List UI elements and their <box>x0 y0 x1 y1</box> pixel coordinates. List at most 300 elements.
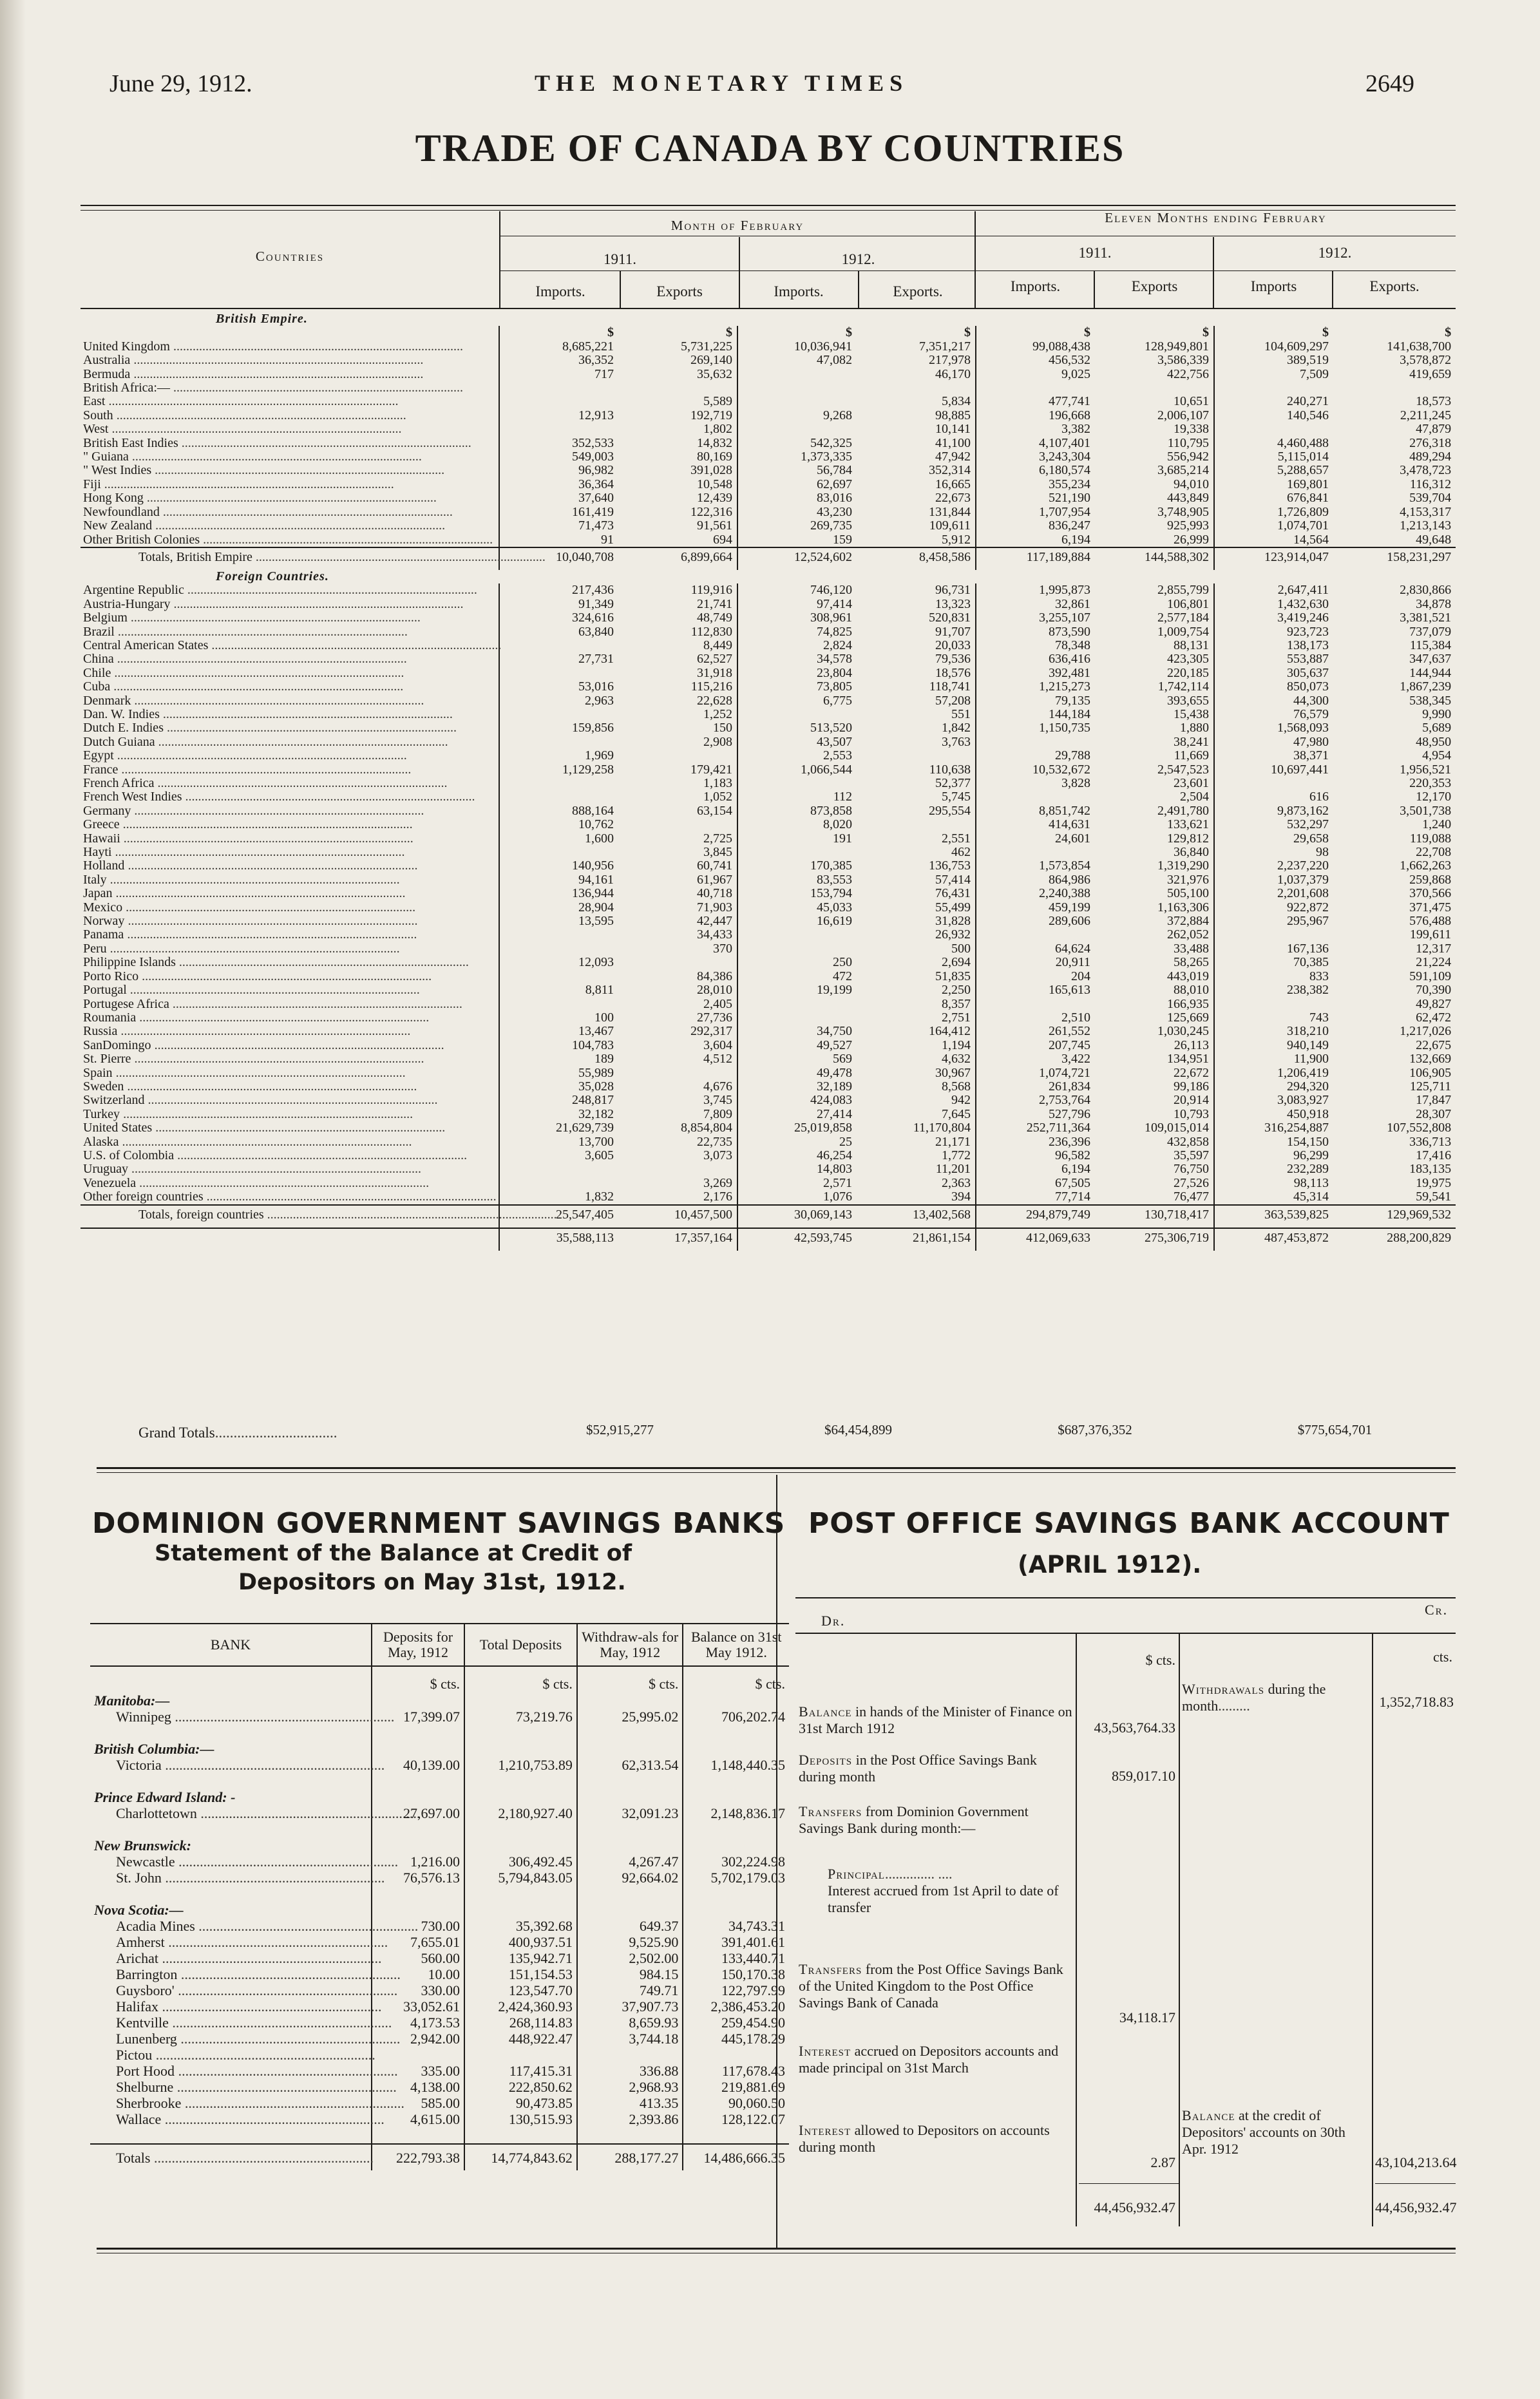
trade-value: 34,750 <box>737 1025 857 1038</box>
gap <box>464 1773 577 1789</box>
trade-value <box>737 942 857 956</box>
trade-value: 16,665 <box>935 477 971 491</box>
trade-value: 538,345 <box>1409 693 1452 708</box>
trade-value <box>1214 777 1333 790</box>
trade-value: 250 <box>737 956 857 969</box>
bank-value: 34,743.31 <box>683 1918 789 1934</box>
trade-value: 370 <box>713 941 732 956</box>
trade-value: 10,697,441 <box>1214 763 1333 777</box>
trade-value: 43,507 <box>737 735 857 749</box>
country-name: Bermuda .......................................................................................... <box>83 366 424 381</box>
bank-name: Newcastle .............................................................. <box>116 1854 399 1870</box>
bank-value: 4,267.47 <box>577 1854 683 1870</box>
bank-name: Guysboro' .............................................................. <box>116 1982 398 1998</box>
country-name: Sweden .......................................................................................... <box>83 1079 417 1094</box>
trade-value <box>857 818 976 831</box>
trade-value: 71,473 <box>499 519 618 533</box>
bank-row <box>90 2031 789 2047</box>
trade-value: 32,189 <box>737 1080 857 1094</box>
trade-value: 22,673 <box>935 491 971 506</box>
trade-value <box>976 381 1095 395</box>
trade-value: 7,809 <box>703 1106 732 1121</box>
trade-value: 76,431 <box>935 886 971 901</box>
year-rule <box>499 270 1456 271</box>
trade-value: 2,510 <box>976 1011 1095 1025</box>
province-label: Nova Scotia:— <box>94 1902 184 1918</box>
trade-value: 109,611 <box>929 518 971 533</box>
trade-value: 28,904 <box>499 901 618 915</box>
trade-value: 3,381,521 <box>1400 611 1452 625</box>
trade-row <box>81 680 1456 694</box>
bank-value <box>683 1693 789 1709</box>
trade-value: 141,638,700 <box>1387 339 1452 354</box>
trade-value: 47,082 <box>737 354 857 367</box>
trade-value: 60,741 <box>697 858 732 873</box>
trade-value: 46,254 <box>737 1149 857 1162</box>
bank-value: 90,473.85 <box>464 2095 577 2111</box>
grand-total-1911e: $687,376,352 <box>1058 1422 1132 1437</box>
bank-value: 133,440.71 <box>683 1950 789 1966</box>
bank-value <box>683 1837 789 1854</box>
country-name: East .......................................................................................... <box>83 394 399 409</box>
country-name: Panama .......................................................................................... <box>83 927 417 942</box>
trade-value: 942 <box>951 1093 971 1108</box>
trade-value: 2,491,780 <box>1157 803 1209 818</box>
trade-value: 694 <box>713 532 732 547</box>
trade-value: 131,844 <box>929 504 971 519</box>
trade-value: 8,020 <box>737 818 857 831</box>
trade-row <box>81 1135 1456 1149</box>
col-balance: Balance on 31st May 1912. <box>683 1624 789 1666</box>
trade-row <box>81 846 1456 859</box>
bank-row <box>90 1821 789 1837</box>
trade-value: 5,731,225 <box>681 339 732 354</box>
trade-value: 1,832 <box>499 1190 618 1204</box>
po-sep <box>1372 1634 1373 2226</box>
country-name: Alaska .......................................................................................... <box>83 1134 412 1149</box>
gap <box>464 2127 577 2144</box>
trade-value: 17,357,164 <box>618 1228 737 1251</box>
gap <box>464 1821 577 1837</box>
trade-value: 107,552,808 <box>1387 1121 1452 1135</box>
trade-value: 58,265 <box>1174 955 1209 970</box>
trade-value: 48,749 <box>697 611 732 625</box>
trade-value: 269,735 <box>737 519 857 533</box>
trade-value: 100 <box>499 1011 618 1025</box>
bank-value <box>372 1789 464 1805</box>
bank-value: 1,148,440.35 <box>683 1757 789 1773</box>
trade-value: 1,206,419 <box>1214 1067 1333 1080</box>
page-number: 2649 <box>1365 70 1414 97</box>
trade-value: 123,914,047 <box>1214 547 1333 570</box>
trade-value: 33,488 <box>1174 941 1209 956</box>
trade-value: 17,416 <box>1416 1148 1452 1162</box>
trade-value: 12,170 <box>1416 790 1452 804</box>
bank-value <box>683 1741 789 1757</box>
trade-value: 11,201 <box>935 1162 971 1177</box>
trade-row <box>81 928 1456 942</box>
trade-value: 30,967 <box>935 1065 971 1080</box>
trade-value: 2,237,220 <box>1214 859 1333 873</box>
country-name: Greece .......................................................................................... <box>83 817 413 832</box>
country-name: Italy .......................................................................................... <box>83 872 400 887</box>
trade-value: 67,505 <box>976 1177 1095 1190</box>
trade-value: 422,756 <box>1167 366 1209 381</box>
trade-row <box>81 818 1456 831</box>
bank-value: 2,502.00 <box>577 1950 683 1966</box>
trade-value: 1,319,290 <box>1157 858 1209 873</box>
post-office-subtitle: (APRIL 1912). <box>1018 1551 1202 1579</box>
trade-value: 22,672 <box>1174 1065 1209 1080</box>
trade-value: 51,835 <box>935 969 971 983</box>
trade-value: 1,150,735 <box>976 721 1095 735</box>
trade-value: 10,793 <box>1174 1106 1209 1121</box>
trade-value: 91,561 <box>697 518 732 533</box>
trade-value: 520,831 <box>929 611 971 625</box>
trade-value: 207,745 <box>976 1039 1095 1052</box>
gap <box>577 2127 683 2144</box>
trade-value: 1,194 <box>942 1038 971 1052</box>
trade-value: 424,083 <box>737 1094 857 1107</box>
trade-value: 22,708 <box>1416 845 1452 860</box>
trade-value: 324,616 <box>499 611 618 625</box>
bank-row <box>90 1837 789 1854</box>
trade-row <box>81 519 1456 533</box>
trade-value: 12,439 <box>697 491 732 506</box>
country-name: Austria-Hungary .......................................................................................... <box>83 596 464 611</box>
trade-value <box>976 846 1095 859</box>
bank-row <box>90 2095 789 2111</box>
trade-value: 3,685,214 <box>1157 463 1209 478</box>
trade-value: 1,163,306 <box>1157 900 1209 915</box>
bank-value: 391,401.61 <box>683 1934 789 1950</box>
trade-value: 923,723 <box>1214 625 1333 639</box>
bank-value: 984.15 <box>577 1966 683 1982</box>
po-principal: Principal.............. .... <box>828 1866 953 1882</box>
country-name: Totals, foreign countries .......................................................................................... <box>81 1205 499 1228</box>
trade-value: 20,914 <box>1174 1093 1209 1108</box>
trade-row <box>81 694 1456 708</box>
trade-value: 12,913 <box>499 409 618 422</box>
trade-value: 192,719 <box>690 408 732 422</box>
trade-row <box>81 583 1456 597</box>
trade-row <box>81 708 1456 721</box>
country-name: Hawaii .......................................................................................... <box>83 831 414 846</box>
po-interest-depositors: Interest accrued on Depositors accounts and made principal on 31st March <box>799 2043 1059 2076</box>
trade-value: 275,306,719 <box>1095 1228 1214 1251</box>
trade-value <box>499 928 618 942</box>
trade-value: 394 <box>951 1190 971 1204</box>
trade-value: 432,858 <box>1167 1134 1209 1149</box>
trade-value: 36,840 <box>1174 845 1209 860</box>
trade-value <box>1214 928 1333 942</box>
trade-value: 153,794 <box>737 887 857 900</box>
trade-value: 19,975 <box>1416 1175 1452 1190</box>
trade-value: 3,745 <box>703 1093 732 1108</box>
trade-value: 4,153,317 <box>1400 504 1452 519</box>
trade-value: 112 <box>737 790 857 804</box>
col-withdrawals: Withdraw-als for May, 1912 <box>577 1624 683 1666</box>
bank-row <box>90 1709 789 1725</box>
trade-value: 169,801 <box>1214 478 1333 491</box>
po-interest-allowed-value: 2.87 <box>1150 2154 1175 2170</box>
trade-value: 10,036,941 <box>737 340 857 354</box>
trade-value: 34,433 <box>697 927 732 942</box>
bank-name: Victoria .............................................................. <box>116 1757 385 1773</box>
trade-value: 21,224 <box>1416 955 1452 970</box>
bank-value: 92,664.02 <box>577 1870 683 1886</box>
trade-value: 393,655 <box>1167 693 1209 708</box>
bank-value <box>372 1693 464 1709</box>
bank-value: 336.88 <box>577 2063 683 2079</box>
units-blank <box>90 1666 372 1693</box>
trade-value: 5,834 <box>942 394 971 409</box>
trade-value: 8,357 <box>942 996 971 1011</box>
bank-name: Halifax .............................................................. <box>116 1998 382 2015</box>
trade-value: 14,803 <box>737 1162 857 1176</box>
trade-value: 2,963 <box>499 694 618 708</box>
trade-value: 556,942 <box>1167 450 1209 464</box>
bank-value: 14,486,666.35 <box>683 2144 789 2170</box>
trade-value: 1,995,873 <box>976 583 1095 597</box>
bank-value: 90,060.50 <box>683 2095 789 2111</box>
trade-row <box>81 533 1456 547</box>
trade-value: 133,621 <box>1167 817 1209 832</box>
bank-row <box>90 2111 789 2127</box>
trade-row <box>81 1205 1456 1228</box>
bank-value: 14,774,843.62 <box>464 2144 577 2170</box>
gap <box>372 2127 464 2144</box>
trade-value: 2,504 <box>1180 790 1209 804</box>
bank-value: 4,615.00 <box>372 2111 464 2127</box>
country-name: Cuba .......................................................................................... <box>83 679 404 694</box>
trade-value: 10,762 <box>499 818 618 831</box>
trade-value: 3,763 <box>942 734 971 749</box>
unit-label: $ cts. <box>683 1666 789 1693</box>
trade-value: $ <box>964 325 971 340</box>
trade-row <box>81 437 1456 450</box>
trade-value: 240,271 <box>1214 395 1333 408</box>
bank-row <box>90 1918 789 1934</box>
bank-row <box>90 1886 789 1902</box>
trade-value: 199,611 <box>1409 927 1452 942</box>
trade-value <box>618 1162 737 1176</box>
trade-value: 98 <box>1214 846 1333 859</box>
country-name: Newfoundland .......................................................................................... <box>83 504 453 519</box>
province-label: British Columbia:— <box>94 1741 214 1757</box>
trade-value: 15,438 <box>1174 706 1209 721</box>
trade-value: 110,795 <box>1167 435 1209 450</box>
trade-value: 443,019 <box>1167 969 1209 983</box>
trade-row <box>81 667 1456 680</box>
trade-value: 276,318 <box>1409 435 1452 450</box>
trade-value: 308,961 <box>737 611 857 625</box>
trade-value: 1,432,630 <box>1214 598 1333 611</box>
country-name: Mexico .......................................................................................... <box>83 900 416 915</box>
trade-value: 22,628 <box>697 693 732 708</box>
trade-value: 363,539,825 <box>1214 1205 1333 1228</box>
country-name: St. Pierre .......................................................................................... <box>83 1052 424 1067</box>
trade-value <box>1333 381 1456 395</box>
trade-value: 1,215,273 <box>976 680 1095 694</box>
trade-value: 19,199 <box>737 983 857 997</box>
bank-value: 73,219.76 <box>464 1709 577 1725</box>
trade-value: 2,363 <box>942 1175 971 1190</box>
trade-value: 138,173 <box>1214 639 1333 652</box>
trade-value: 150 <box>713 721 732 735</box>
po-interest-accrued: Interest accrued from 1st April to date of transfer <box>828 1882 1059 1915</box>
country-name <box>81 326 499 339</box>
country-name: Fiji .......................................................................................... <box>83 477 394 491</box>
trade-value: 132,669 <box>1409 1052 1452 1067</box>
units-row <box>90 1666 789 1693</box>
trade-row <box>81 368 1456 381</box>
trade-value <box>737 777 857 790</box>
trade-value: 261,552 <box>976 1025 1095 1038</box>
trade-value <box>618 749 737 763</box>
po-left-total-rule <box>1079 2183 1179 2184</box>
trade-value: 318,210 <box>1214 1025 1333 1038</box>
trade-value: 166,935 <box>1167 996 1209 1011</box>
trade-value: $ <box>1445 325 1452 340</box>
trade-row <box>81 381 1456 395</box>
trade-value: 10,457,500 <box>618 1205 737 1228</box>
trade-value: 118,741 <box>929 679 971 694</box>
trade-row <box>81 1094 1456 1107</box>
trade-value: 179,421 <box>690 762 732 777</box>
trade-value: 676,841 <box>1214 491 1333 505</box>
trade-value: 1,600 <box>499 832 618 846</box>
trade-value: 128,949,801 <box>1145 339 1209 354</box>
trade-value: 34,878 <box>1416 596 1452 611</box>
trade-value: 144,588,302 <box>1095 547 1214 570</box>
trade-value: 505,100 <box>1167 886 1209 901</box>
trade-value: 159,856 <box>499 721 618 735</box>
year-1911-eleven: 1911. <box>1078 245 1112 261</box>
trade-value: 204 <box>976 970 1095 983</box>
country-name: Hong Kong .......................................................................................... <box>83 491 437 506</box>
po-right-total: 44,456,932.47 <box>1375 2199 1457 2215</box>
trade-value: 36,352 <box>499 354 618 367</box>
trade-value: 11,669 <box>1174 748 1209 763</box>
trade-value <box>499 708 618 721</box>
trade-value: 115,216 <box>690 679 732 694</box>
gap <box>683 1725 789 1741</box>
trade-value: 16,619 <box>737 915 857 928</box>
trade-value: 389,519 <box>1214 354 1333 367</box>
bank-value: 3,744.18 <box>577 2031 683 2047</box>
hdr-sep <box>1332 270 1333 308</box>
col-exports-1912e: Exports. <box>1369 278 1420 294</box>
trade-value: 1,772 <box>942 1148 971 1162</box>
trade-value: 6,180,574 <box>976 464 1095 477</box>
trade-value: 30,069,143 <box>737 1205 857 1228</box>
trade-value: 472 <box>737 970 857 983</box>
trade-value <box>499 667 618 680</box>
country-name: Philippine Islands .......................................................................................... <box>83 955 469 970</box>
col-exports-1911m: Exports <box>656 283 703 299</box>
trade-row <box>81 956 1456 969</box>
bank-value: 1,216.00 <box>372 1854 464 1870</box>
trade-value: 125,711 <box>1409 1079 1452 1094</box>
trade-value: 11,170,804 <box>913 1121 971 1135</box>
bank-value: 585.00 <box>372 2095 464 2111</box>
trade-value: 129,812 <box>1167 831 1209 846</box>
trade-value: 21,171 <box>935 1134 971 1149</box>
trade-value: 43,230 <box>737 506 857 519</box>
trade-row <box>81 942 1456 956</box>
trade-value: 99,186 <box>1174 1079 1209 1094</box>
trade-value: 49,527 <box>737 1039 857 1052</box>
trade-value: 6,775 <box>737 694 857 708</box>
trade-value: 25 <box>737 1135 857 1149</box>
trade-value: 2,547,523 <box>1157 762 1209 777</box>
trade-row <box>81 749 1456 763</box>
trade-value: 3,255,107 <box>976 611 1095 625</box>
bank-value: 27,697.00 <box>372 1805 464 1821</box>
page-edge-shadow <box>0 0 26 2399</box>
trade-value <box>737 368 857 381</box>
trade-value: 42,447 <box>697 914 732 929</box>
trade-value: 636,416 <box>976 652 1095 666</box>
trade-value: 96,582 <box>976 1149 1095 1162</box>
trade-value: 21,741 <box>697 596 732 611</box>
trade-value: 423,305 <box>1167 652 1209 667</box>
trade-value: 1,726,809 <box>1214 506 1333 519</box>
country-name: Central American States .......................................................................................... <box>83 638 502 652</box>
trade-value: 98,113 <box>1214 1177 1333 1190</box>
trade-value: 836,247 <box>976 519 1095 533</box>
bank-name: Barrington .............................................................. <box>116 1966 401 1982</box>
country-name: British East Indies .......................................................................................... <box>83 435 471 450</box>
trade-value: 17,847 <box>1416 1093 1452 1108</box>
bank-value <box>372 2047 464 2063</box>
trade-value: 4,460,488 <box>1214 437 1333 450</box>
trade-value: 321,976 <box>1167 872 1209 887</box>
country-name: Porto Rico .......................................................................................... <box>83 969 432 983</box>
trade-value: 569 <box>737 1052 857 1066</box>
po-left-total: 44,456,932.47 <box>1094 2199 1175 2215</box>
trade-value: 3,073 <box>703 1148 732 1162</box>
trade-value: 13,700 <box>499 1135 618 1149</box>
trade-value: 551 <box>951 706 971 721</box>
bank-value: 33,052.61 <box>372 1998 464 2015</box>
trade-row <box>81 354 1456 367</box>
trade-value: 9,990 <box>1422 706 1452 721</box>
bank-value: 35,392.68 <box>464 1918 577 1934</box>
trade-value: 1,074,721 <box>976 1067 1095 1080</box>
grand-total-1912m: $64,454,899 <box>824 1422 892 1437</box>
trade-value: 27,414 <box>737 1108 857 1121</box>
trade-row <box>81 735 1456 749</box>
section-divider <box>97 1467 1456 1469</box>
trade-value <box>499 639 618 652</box>
bank-row <box>90 1741 789 1757</box>
trade-value: 44,300 <box>1214 694 1333 708</box>
trade-value <box>499 846 618 859</box>
trade-value: 2,006,107 <box>1157 408 1209 422</box>
trade-value: 2,201,608 <box>1214 887 1333 900</box>
trade-value: 2,908 <box>703 734 732 749</box>
trade-value: 46,170 <box>935 366 971 381</box>
trade-value: 76,750 <box>1174 1162 1209 1177</box>
country-name: Portugal .......................................................................................... <box>83 983 420 998</box>
trade-value: 21,629,739 <box>499 1121 618 1135</box>
country-name: Roumania .......................................................................................... <box>83 1010 430 1025</box>
country-name: Denmark .......................................................................................... <box>83 693 424 708</box>
gap <box>577 1886 683 1902</box>
province-label: Prince Edward Island: - <box>94 1789 236 1805</box>
